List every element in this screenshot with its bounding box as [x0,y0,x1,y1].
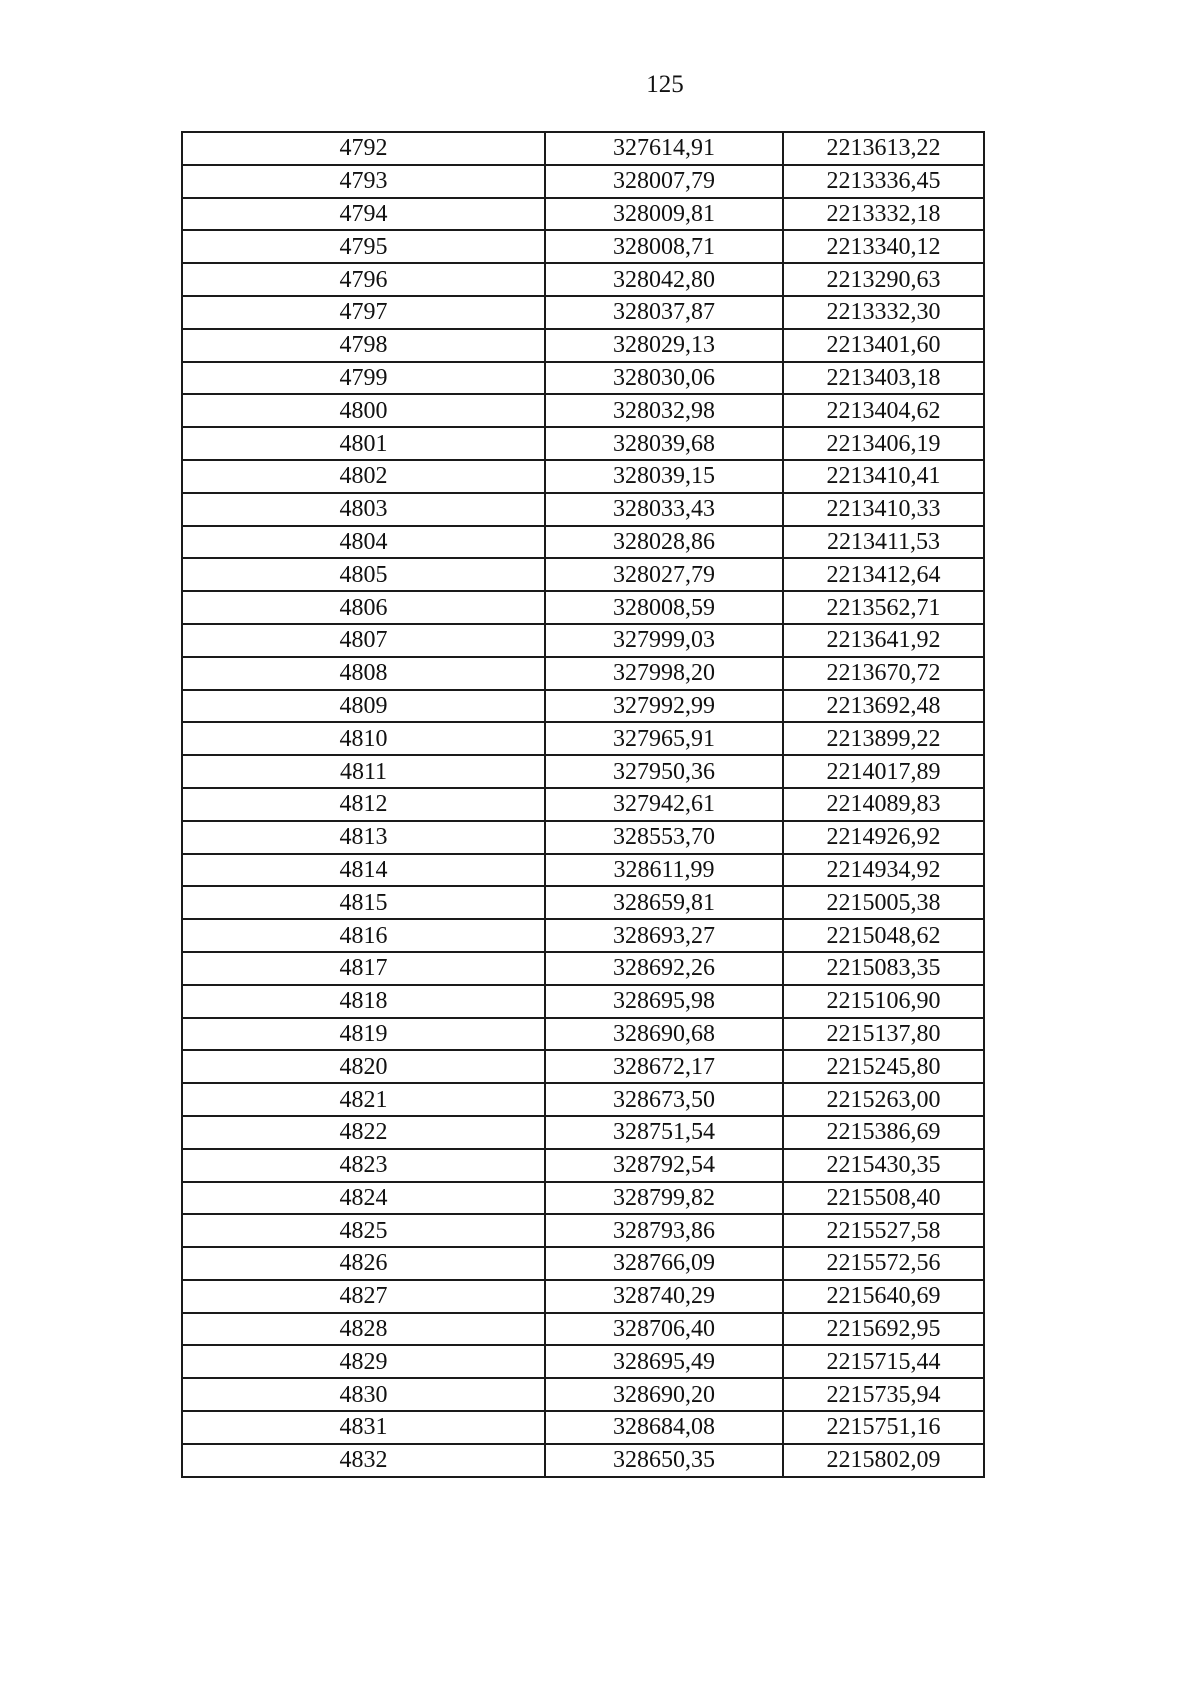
point-number-cell: 4799 [182,362,545,395]
y-coordinate-cell: 2215802,09 [783,1444,984,1477]
point-number-cell: 4832 [182,1444,545,1477]
y-coordinate-cell: 2215572,56 [783,1247,984,1280]
table-row [182,1313,984,1346]
table-row [182,1083,984,1116]
y-coordinate-cell: 2213340,12 [783,230,984,263]
y-coordinate-cell: 2215751,16 [783,1411,984,1444]
x-coordinate-cell: 328042,80 [545,263,783,296]
y-coordinate-cell: 2213692,48 [783,690,984,723]
x-coordinate-cell: 328611,99 [545,854,783,887]
table-row [182,1247,984,1280]
table-row [182,591,984,624]
point-number-cell: 4822 [182,1116,545,1149]
point-number-cell: 4814 [182,854,545,887]
x-coordinate-cell: 328793,86 [545,1214,783,1247]
point-number-cell: 4817 [182,952,545,985]
point-number-cell: 4831 [182,1411,545,1444]
x-coordinate-cell: 328039,68 [545,427,783,460]
x-coordinate-cell: 328695,49 [545,1345,783,1378]
x-coordinate-cell: 328706,40 [545,1313,783,1346]
table-row [182,198,984,231]
x-coordinate-cell: 328751,54 [545,1116,783,1149]
x-coordinate-cell: 328690,68 [545,1018,783,1051]
x-coordinate-cell: 328692,26 [545,952,783,985]
x-coordinate-cell: 328740,29 [545,1280,783,1313]
point-number-cell: 4829 [182,1345,545,1378]
x-coordinate-cell: 328672,17 [545,1050,783,1083]
y-coordinate-cell: 2213411,53 [783,526,984,559]
x-coordinate-cell: 328673,50 [545,1083,783,1116]
table-row [182,1214,984,1247]
point-number-cell: 4816 [182,919,545,952]
table-row [182,558,984,591]
table-row [182,886,984,919]
table-row [182,132,984,165]
table-row [182,657,984,690]
y-coordinate-cell: 2213410,33 [783,493,984,526]
x-coordinate-cell: 328684,08 [545,1411,783,1444]
y-coordinate-cell: 2215508,40 [783,1182,984,1215]
table-row [182,329,984,362]
y-coordinate-cell: 2214017,89 [783,755,984,788]
y-coordinate-cell: 2215715,44 [783,1345,984,1378]
x-coordinate-cell: 328695,98 [545,985,783,1018]
table-row [182,755,984,788]
point-number-cell: 4824 [182,1182,545,1215]
y-coordinate-cell: 2213562,71 [783,591,984,624]
point-number-cell: 4813 [182,821,545,854]
table-row [182,1182,984,1215]
point-number-cell: 4823 [182,1149,545,1182]
y-coordinate-cell: 2215005,38 [783,886,984,919]
point-number-cell: 4820 [182,1050,545,1083]
point-number-cell: 4798 [182,329,545,362]
x-coordinate-cell: 327992,99 [545,690,783,723]
point-number-cell: 4830 [182,1378,545,1411]
y-coordinate-cell: 2213412,64 [783,558,984,591]
point-number-cell: 4825 [182,1214,545,1247]
x-coordinate-cell: 328039,15 [545,460,783,493]
table-row [182,1378,984,1411]
table-row [182,427,984,460]
x-coordinate-cell: 327999,03 [545,624,783,657]
table-row [182,952,984,985]
y-coordinate-cell: 2215048,62 [783,919,984,952]
x-coordinate-cell: 328659,81 [545,886,783,919]
y-coordinate-cell: 2213613,22 [783,132,984,165]
y-coordinate-cell: 2215692,95 [783,1313,984,1346]
point-number-cell: 4827 [182,1280,545,1313]
y-coordinate-cell: 2215527,58 [783,1214,984,1247]
table-row [182,460,984,493]
point-number-cell: 4803 [182,493,545,526]
point-number-cell: 4815 [182,886,545,919]
x-coordinate-cell: 327950,36 [545,755,783,788]
table-row [182,821,984,854]
point-number-cell: 4806 [182,591,545,624]
point-number-cell: 4810 [182,722,545,755]
x-coordinate-cell: 328792,54 [545,1149,783,1182]
point-number-cell: 4811 [182,755,545,788]
table-row [182,788,984,821]
coordinates-table [181,131,985,1478]
x-coordinate-cell: 328032,98 [545,394,783,427]
point-number-cell: 4807 [182,624,545,657]
y-coordinate-cell: 2213406,19 [783,427,984,460]
point-number-cell: 4796 [182,263,545,296]
x-coordinate-cell: 327965,91 [545,722,783,755]
point-number-cell: 4819 [182,1018,545,1051]
table-row [182,1411,984,1444]
x-coordinate-cell: 328799,82 [545,1182,783,1215]
x-coordinate-cell: 327998,20 [545,657,783,690]
x-coordinate-cell: 328766,09 [545,1247,783,1280]
y-coordinate-cell: 2213670,72 [783,657,984,690]
table-row [182,165,984,198]
y-coordinate-cell: 2213403,18 [783,362,984,395]
table-row [182,1280,984,1313]
x-coordinate-cell: 328030,06 [545,362,783,395]
point-number-cell: 4812 [182,788,545,821]
table-row [182,722,984,755]
y-coordinate-cell: 2214089,83 [783,788,984,821]
y-coordinate-cell: 2215083,35 [783,952,984,985]
y-coordinate-cell: 2215263,00 [783,1083,984,1116]
x-coordinate-cell: 328009,81 [545,198,783,231]
x-coordinate-cell: 328690,20 [545,1378,783,1411]
table-row [182,1149,984,1182]
point-number-cell: 4792 [182,132,545,165]
y-coordinate-cell: 2215106,90 [783,985,984,1018]
y-coordinate-cell: 2213290,63 [783,263,984,296]
y-coordinate-cell: 2215735,94 [783,1378,984,1411]
table-row [182,230,984,263]
table-row [182,1116,984,1149]
x-coordinate-cell: 328027,79 [545,558,783,591]
y-coordinate-cell: 2213336,45 [783,165,984,198]
y-coordinate-cell: 2215245,80 [783,1050,984,1083]
point-number-cell: 4795 [182,230,545,263]
y-coordinate-cell: 2213641,92 [783,624,984,657]
point-number-cell: 4808 [182,657,545,690]
point-number-cell: 4826 [182,1247,545,1280]
x-coordinate-cell: 328650,35 [545,1444,783,1477]
y-coordinate-cell: 2213332,18 [783,198,984,231]
table-row [182,362,984,395]
point-number-cell: 4801 [182,427,545,460]
point-number-cell: 4802 [182,460,545,493]
page-number: 125 [646,71,684,98]
x-coordinate-cell: 328028,86 [545,526,783,559]
y-coordinate-cell: 2213410,41 [783,460,984,493]
table-row [182,1018,984,1051]
point-number-cell: 4821 [182,1083,545,1116]
table-row [182,985,984,1018]
point-number-cell: 4800 [182,394,545,427]
y-coordinate-cell: 2215386,69 [783,1116,984,1149]
point-number-cell: 4793 [182,165,545,198]
table-row [182,1444,984,1477]
y-coordinate-cell: 2213404,62 [783,394,984,427]
point-number-cell: 4797 [182,296,545,329]
y-coordinate-cell: 2213332,30 [783,296,984,329]
point-number-cell: 4818 [182,985,545,1018]
y-coordinate-cell: 2215430,35 [783,1149,984,1182]
table-row [182,394,984,427]
y-coordinate-cell: 2214934,92 [783,854,984,887]
x-coordinate-cell: 328008,71 [545,230,783,263]
table-row [182,526,984,559]
table-row [182,624,984,657]
y-coordinate-cell: 2213401,60 [783,329,984,362]
table-row [182,493,984,526]
y-coordinate-cell: 2215137,80 [783,1018,984,1051]
y-coordinate-cell: 2215640,69 [783,1280,984,1313]
table-row [182,919,984,952]
point-number-cell: 4794 [182,198,545,231]
table-row [182,296,984,329]
table-row [182,1050,984,1083]
x-coordinate-cell: 328033,43 [545,493,783,526]
x-coordinate-cell: 328007,79 [545,165,783,198]
x-coordinate-cell: 328553,70 [545,821,783,854]
x-coordinate-cell: 328693,27 [545,919,783,952]
table-row [182,854,984,887]
x-coordinate-cell: 328029,13 [545,329,783,362]
table-row [182,1345,984,1378]
y-coordinate-cell: 2214926,92 [783,821,984,854]
point-number-cell: 4828 [182,1313,545,1346]
y-coordinate-cell: 2213899,22 [783,722,984,755]
x-coordinate-cell: 327614,91 [545,132,783,165]
point-number-cell: 4805 [182,558,545,591]
point-number-cell: 4809 [182,690,545,723]
x-coordinate-cell: 328037,87 [545,296,783,329]
table-row [182,690,984,723]
table-row [182,263,984,296]
x-coordinate-cell: 328008,59 [545,591,783,624]
x-coordinate-cell: 327942,61 [545,788,783,821]
point-number-cell: 4804 [182,526,545,559]
table-body [182,132,984,1477]
